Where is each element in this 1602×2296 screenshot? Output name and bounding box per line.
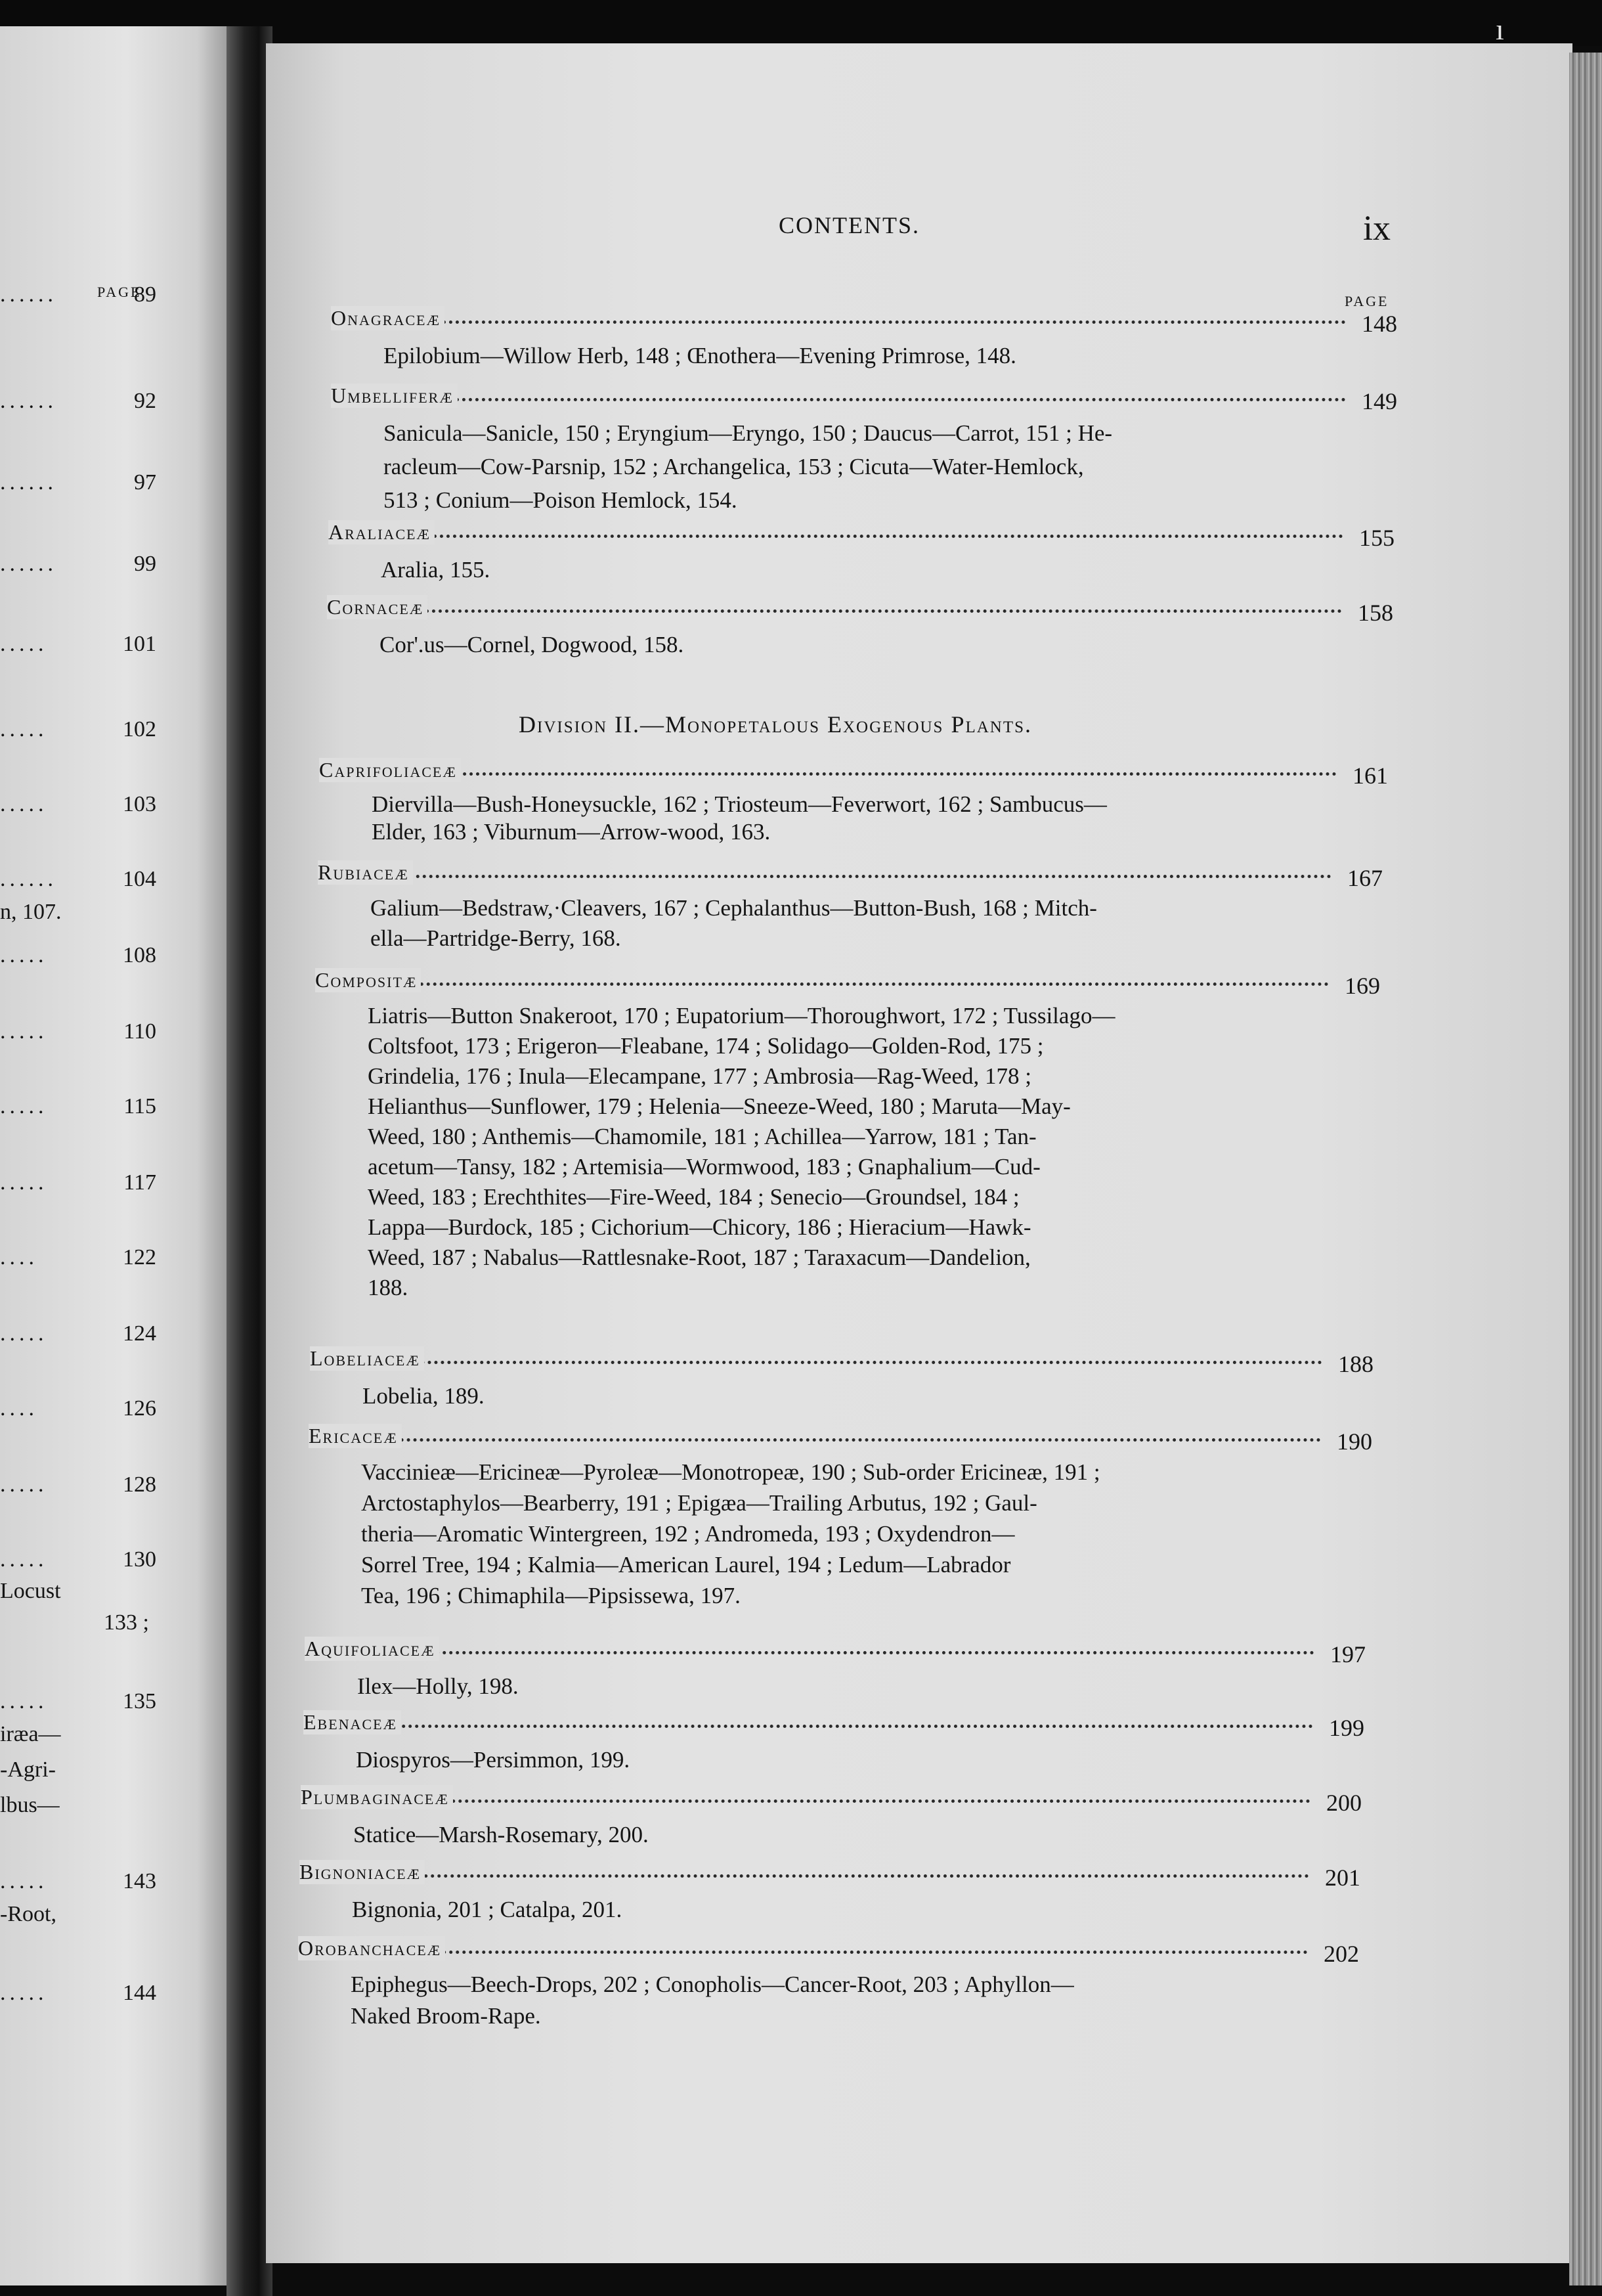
family-heading: [331, 384, 1397, 416]
entry-genera: Lobelia, 189.: [362, 1383, 485, 1409]
family-name: Orobanchaceæ: [298, 1936, 445, 1960]
family-name: Rubiaceæ: [318, 860, 413, 885]
page-number: 167: [1347, 865, 1383, 891]
dot-leader: [319, 772, 1337, 776]
dot-leader: [318, 875, 1331, 878]
family-heading: [310, 1346, 1374, 1379]
page-number: 149: [1362, 388, 1397, 414]
entry-genera: Diervilla—Bush-Honeysuckle, 162 ; Triosteum—Feverwort, 162 ; Sambucus— Elder, 163 ; Viburnum—Arrow-wood, 163.: [372, 791, 1107, 845]
family-name: Caprifoliaceæ: [319, 758, 461, 782]
toc-entry: [301, 1785, 1362, 1851]
family-heading: [309, 1424, 1372, 1457]
family-name: Araliaceæ: [328, 520, 435, 544]
page-number: 161: [1353, 762, 1388, 789]
running-head: CONTENTS.: [779, 212, 920, 238]
page-number: 158: [1358, 600, 1393, 626]
toc-entry: [331, 384, 1397, 517]
division-heading: Division II.—Monopetalous Exogenous Plants.: [519, 711, 1033, 738]
family-name: Ebenaceæ: [303, 1710, 401, 1734]
entry-genera: Vaccinieæ—Ericineæ—Pyroleæ—Monotropeæ, 190 ; Sub-order Ericineæ, 191 ; Arctostaphylos—Bearberry, 191 ; Epigæa—Trailing Arbutus, 192 ; Gaul- theria—Aromatic Wintergreen, 192 ; Andromeda, 193 ; Oxydendron— Sorrel Tree, 194 ; Kalmia—American Laurel, 194 ; Ledum—Labrador Tea, 196 ; Chimaphila—Pipsissewa, 197.: [361, 1459, 1100, 1608]
entry-genera: Ilex—Holly, 198.: [357, 1673, 519, 1699]
left-fragment: Locust: [0, 1579, 61, 1603]
family-name: Lobeliaceæ: [310, 1346, 424, 1371]
entry-genera: Epilobium—Willow Herb, 148 ; Œnothera—Evening Primrose, 148.: [383, 343, 1016, 368]
page-number: 199: [1329, 1715, 1364, 1741]
family-heading: [315, 968, 1380, 1001]
page-number: 169: [1345, 973, 1380, 999]
corner-mark: ı: [1496, 12, 1504, 46]
family-name: Plumbaginaceæ: [301, 1785, 453, 1809]
family-heading: [305, 1637, 1366, 1669]
page-number: 202: [1324, 1941, 1359, 1967]
family-heading: [328, 520, 1395, 553]
entry-genera: Sanicula—Sanicle, 150 ; Eryngium—Eryngo, 150 ; Daucus—Carrot, 151 ; He- racleum—Cow-Parsnip, 152 ; Archangelica, 153 ; Cicuta—Water-Hemlock, 513 ; Conium—Poison Hemlock, 154.: [383, 420, 1113, 513]
dot-leader: [327, 609, 1342, 613]
dot-leader: [303, 1725, 1313, 1728]
family-name: Compositæ: [315, 968, 421, 992]
page-number: 148: [1362, 311, 1397, 337]
entry-genera: Liatris—Button Snakeroot, 170 ; Eupatorium—Thoroughwort, 172 ; Tussilago— Coltsfoot, 173 ; Erigeron—Fleabane, 174 ; Solidago—Golden-Rod, 175 ; Grindelia, 176 ; Inula—Elecampane, 177 ; Ambrosia—Rag-Weed, 178 ; Helianthus—Sunflower, 179 ; Helenia—Sneeze-Weed, 180 ; Maruta—May- Weed, 180 ; Anthemis—Chamomile, 181 ; Achillea—Yarrow, 181 ; Tan- acetum—Tansy, 182 ; Artemisia—Wormwood, 183 ; Gnaphalium—Cud- Weed, 183 ; Erechthites—Fire-Weed, 184 ; Senecio—Groundsel, 184 ; Lappa—Burdock, 185 ; Cichorium—Chicory, 186 ; Hieracium—Hawk- Weed, 187 ; Nabalus—Rattlesnake-Root, 187 ; Taraxacum—Dandelion, 188.: [368, 1003, 1115, 1300]
page-number: 155: [1359, 525, 1395, 551]
family-name: Onagraceæ: [331, 306, 444, 330]
family-name: Ericaceæ: [309, 1424, 402, 1448]
page-column-label: PAGE: [1345, 293, 1389, 309]
entry-genera: Statice—Marsh-Rosemary, 200.: [353, 1822, 649, 1847]
left-fragment: -Root,: [0, 1902, 56, 1926]
family-heading: [327, 595, 1393, 628]
dot-leader: [310, 1361, 1322, 1364]
dot-leader: [298, 1951, 1308, 1954]
dot-leader: [331, 398, 1346, 401]
entry-genera: Diospyros—Persimmon, 199.: [356, 1747, 630, 1773]
dot-leader: [305, 1651, 1314, 1654]
dot-leader: [328, 535, 1343, 538]
toc-entry: [318, 860, 1383, 954]
toc-entry: [310, 1346, 1374, 1413]
dot-leader: [299, 1874, 1309, 1878]
family-heading: [299, 1860, 1360, 1893]
toc-entry: [315, 968, 1380, 1303]
page-number: 200: [1326, 1790, 1362, 1816]
left-fragment: iræa—: [0, 1722, 61, 1746]
left-fragment: -Agri-: [0, 1757, 56, 1782]
left-fragment: n, 107.: [0, 900, 62, 924]
toc-entry: [305, 1637, 1366, 1703]
family-heading: [301, 1785, 1362, 1818]
dot-leader: [331, 320, 1346, 324]
left-page-label: PAGE: [97, 284, 142, 300]
page-number: 188: [1338, 1351, 1374, 1377]
family-name: Umbelliferæ: [331, 384, 458, 408]
page-number: 197: [1330, 1641, 1366, 1667]
left-fragment: lbus—: [0, 1793, 60, 1817]
toc-entry: [303, 1710, 1364, 1777]
page-number: 201: [1325, 1865, 1360, 1891]
left-page: PAGE ...... 89 ...... 92 ...... 97 ...... 99 ..... 101 ..... 102 ..... 103 ...... 104 n, 107. ..... 108 ..... 110 ..... 115 ..... 117 .... 122 ..... 124 .... 126 ..... 128 ..... 130 Locust 133 ; ..... 135 iræa— -Agri- lbus— ..... 143 -Root, ..... 144: [0, 26, 230, 2285]
entry-genera: Aralia, 155.: [381, 557, 490, 583]
family-heading: [298, 1936, 1359, 1969]
dot-leader: [309, 1438, 1321, 1442]
entry-genera: Cor'.us—Cornel, Dogwood, 158.: [379, 632, 684, 657]
family-heading: [331, 306, 1397, 339]
page-number: 190: [1337, 1428, 1372, 1455]
page-block-edge: [1569, 53, 1602, 2285]
entry-genera: Galium—Bedstraw,·Cleavers, 167 ; Cephalanthus—Button-Bush, 168 ; Mitch- ella—Partridge-Berry, 168.: [370, 895, 1097, 951]
family-name: Aquifoliaceæ: [305, 1637, 439, 1661]
family-name: Bignoniaceæ: [299, 1860, 425, 1884]
family-name: Cornaceæ: [327, 595, 427, 619]
toc-entry: [299, 1860, 1360, 1926]
folio-number: ix: [1363, 208, 1391, 248]
toc-entry: [298, 1936, 1359, 2032]
left-fragment: 133 ;: [104, 1610, 149, 1635]
toc-entry: [319, 758, 1388, 846]
family-heading: [303, 1710, 1364, 1743]
family-heading: [319, 758, 1388, 791]
dot-leader: [315, 982, 1329, 986]
entry-genera: Bignonia, 201 ; Catalpa, 201.: [352, 1897, 622, 1922]
toc-entry: [331, 306, 1397, 372]
toc-entry: [327, 595, 1393, 661]
entry-genera: Epiphegus—Beech-Drops, 202 ; Conopholis—Cancer-Root, 203 ; Aphyllon— Naked Broom-Rape.: [351, 1972, 1074, 2029]
toc-entry: [309, 1424, 1372, 1611]
toc-entry: [328, 520, 1395, 586]
family-heading: [318, 860, 1383, 893]
